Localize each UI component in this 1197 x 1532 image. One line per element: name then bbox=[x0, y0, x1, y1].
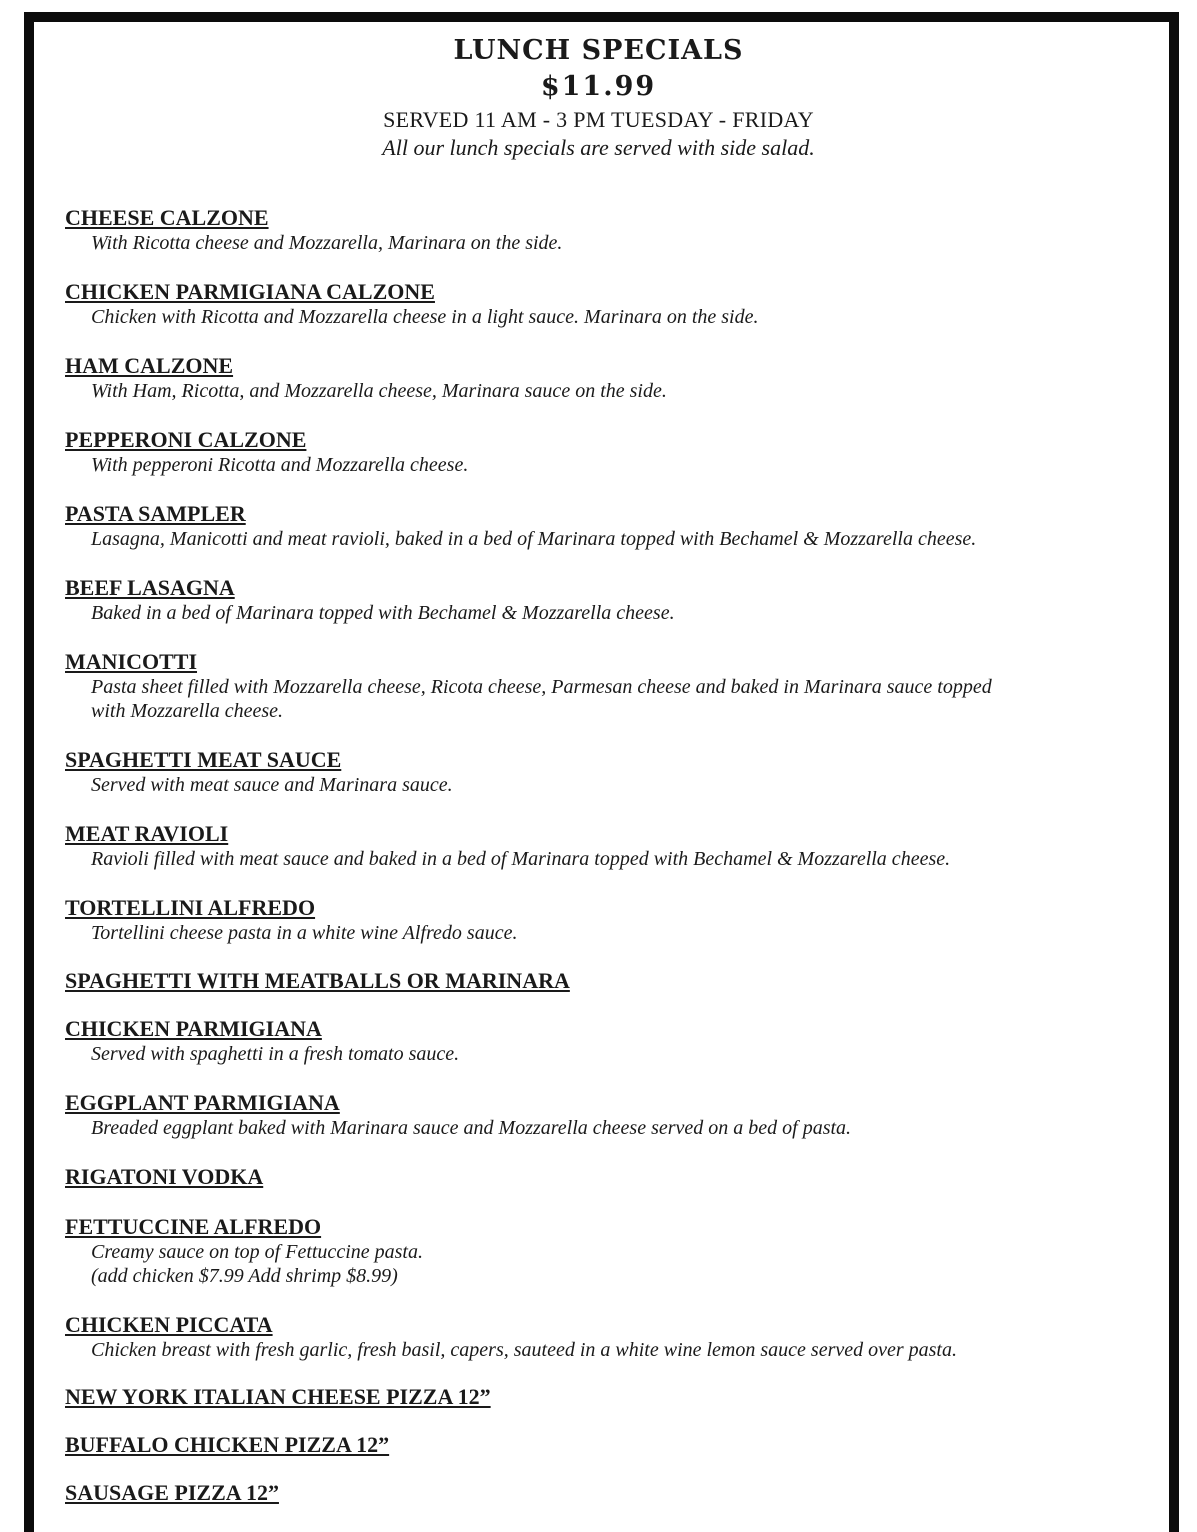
menu-item bbox=[65, 205, 1125, 255]
menu-item bbox=[65, 1312, 1125, 1362]
menu-item bbox=[65, 1480, 1125, 1506]
menu-header bbox=[0, 34, 1197, 162]
menu-title: LUNCH SPECIALS bbox=[453, 35, 744, 66]
menu-item bbox=[65, 279, 1125, 329]
menu-item bbox=[65, 895, 1125, 945]
menu-item-name: MANICOTTI bbox=[65, 649, 198, 674]
menu-item-name: BEEF LASAGNA bbox=[65, 575, 235, 600]
menu-item-name: MEAT RAVIOLI bbox=[65, 821, 229, 846]
menu-item bbox=[65, 353, 1125, 403]
menu-item bbox=[65, 575, 1125, 625]
menu-item-description: with Mozzarella cheese. bbox=[91, 700, 284, 722]
menu-item bbox=[65, 1016, 1125, 1066]
menu-item-name: NEW YORK ITALIAN CHEESE PIZZA 12” bbox=[65, 1384, 491, 1409]
menu-item-description: Tortellini cheese pasta in a white wine Alfredo sauce. bbox=[91, 922, 518, 944]
menu-item-name: BUFFALO CHICKEN PIZZA 12” bbox=[65, 1432, 390, 1457]
menu-item-name: PASTA SAMPLER bbox=[65, 501, 246, 526]
menu-item-description: Pasta sheet filled with Mozzarella cheese, Ricota cheese, Parmesan cheese and baked in Marinara sauce topped bbox=[91, 676, 992, 698]
menu-item-name: SAUSAGE PIZZA 12” bbox=[65, 1480, 279, 1505]
menu-item-name: PEPPERONI CALZONE bbox=[65, 427, 307, 452]
menu-item-description: Breaded eggplant baked with Marinara sauce and Mozzarella cheese served on a bed of pasta. bbox=[91, 1117, 852, 1139]
menu-item-name: CHICKEN PARMIGIANA CALZONE bbox=[65, 279, 435, 304]
menu-item-description: Served with spaghetti in a fresh tomato sauce. bbox=[91, 1043, 460, 1065]
menu-item-description: With pepperoni Ricotta and Mozzarella cheese. bbox=[91, 454, 469, 476]
menu-item-description: With Ham, Ricotta, and Mozzarella cheese, Marinara sauce on the side. bbox=[91, 380, 667, 402]
menu-item bbox=[65, 1164, 1125, 1190]
menu-item-description: Chicken with Ricotta and Mozzarella cheese in a light sauce. Marinara on the side. bbox=[91, 306, 759, 328]
side-salad-note: All our lunch specials are served with side salad. bbox=[382, 135, 815, 160]
menu-item-name: EGGPLANT PARMIGIANA bbox=[65, 1090, 340, 1115]
menu-item-name: FETTUCCINE ALFREDO bbox=[65, 1214, 322, 1239]
menu-item-name: TORTELLINI ALFREDO bbox=[65, 895, 316, 920]
menu-item-description: Lasagna, Manicotti and meat ravioli, baked in a bed of Marinara topped with Bechamel & Mozzarella cheese. bbox=[91, 528, 977, 550]
menu-price: $11.99 bbox=[540, 71, 657, 102]
menu-item bbox=[65, 1090, 1125, 1140]
menu-item-name: CHICKEN PARMIGIANA bbox=[65, 1016, 322, 1041]
menu-item-description: Baked in a bed of Marinara topped with Bechamel & Mozzarella cheese. bbox=[91, 602, 675, 624]
menu-item bbox=[65, 1432, 1125, 1458]
menu-item bbox=[65, 427, 1125, 477]
menu-item bbox=[65, 968, 1125, 994]
served-hours: SERVED 11 AM - 3 PM TUESDAY - FRIDAY bbox=[383, 107, 814, 132]
menu-item bbox=[65, 501, 1125, 551]
menu-item-description: With Ricotta cheese and Mozzarella, Marinara on the side. bbox=[91, 232, 563, 254]
menu-item-description: Ravioli filled with meat sauce and baked in a bed of Marinara topped with Bechamel & Mozzarella cheese. bbox=[91, 848, 951, 870]
menu-item-name: RIGATONI VODKA bbox=[65, 1164, 264, 1189]
menu-item bbox=[65, 821, 1125, 871]
menu-items-list bbox=[65, 183, 1125, 1506]
menu-item-name: SPAGHETTI MEAT SAUCE bbox=[65, 747, 342, 772]
menu-item-description: (add chicken $7.99 Add shrimp $8.99) bbox=[91, 1265, 398, 1287]
menu-item-description: Creamy sauce on top of Fettuccine pasta. bbox=[91, 1241, 423, 1263]
menu-item-name: SPAGHETTI WITH MEATBALLS OR MARINARA bbox=[65, 968, 570, 993]
menu-item bbox=[65, 649, 1125, 723]
menu-item bbox=[65, 747, 1125, 797]
menu-item bbox=[65, 1214, 1125, 1288]
menu-item-description: Served with meat sauce and Marinara sauce. bbox=[91, 774, 453, 796]
menu-item-name: CHICKEN PICCATA bbox=[65, 1312, 273, 1337]
menu-item-name: HAM CALZONE bbox=[65, 353, 234, 378]
menu-item-name: CHEESE CALZONE bbox=[65, 205, 269, 230]
menu-item bbox=[65, 1384, 1125, 1410]
menu-item-description: Chicken breast with fresh garlic, fresh basil, capers, sauteed in a white wine lemon sauce served over pasta. bbox=[91, 1339, 957, 1361]
